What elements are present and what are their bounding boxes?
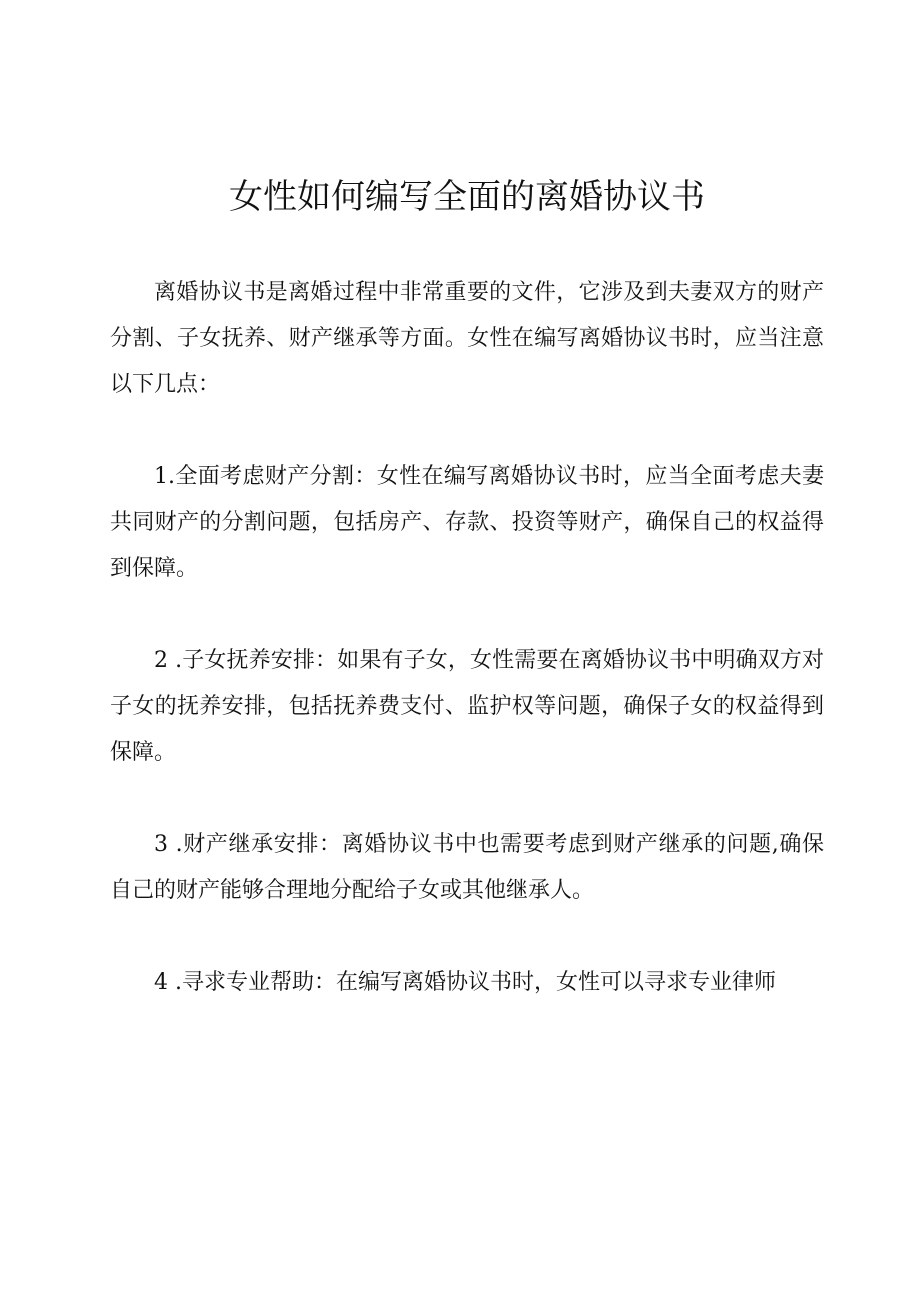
point-4-paragraph: 4 .寻求专业帮助：在编写离婚协议书时，女性可以寻求专业律师	[154, 970, 776, 995]
document-title: 女性如何编写全面的离婚协议书	[229, 177, 705, 217]
point-3-paragraph: 3 .财产继承安排：离婚协议书中也需要考虑到财产继承的问题,确保自己的财产能够合理地分配给子女或其他继承人。	[110, 832, 824, 903]
point-2-paragraph: 2 .子女抚养安排：如果有子女，女性需要在离婚协议书中明确双方对子女的抚养安排，包括抚养费支付、监护权等问题，确保子女的权益得到保障。	[110, 648, 824, 765]
point-1-paragraph: 1.全面考虑财产分割：女性在编写离婚协议书时，应当全面考虑夫妻共同财产的分割问题，包括房产、存款、投资等财产，确保自己的权益得到保障。	[110, 464, 824, 581]
intro-paragraph: 离婚协议书是离婚过程中非常重要的文件，它涉及到夫妻双方的财产分割、子女抚养、财产继承等方面。女性在编写离婚协议书时，应当注意以下几点：	[110, 280, 824, 397]
